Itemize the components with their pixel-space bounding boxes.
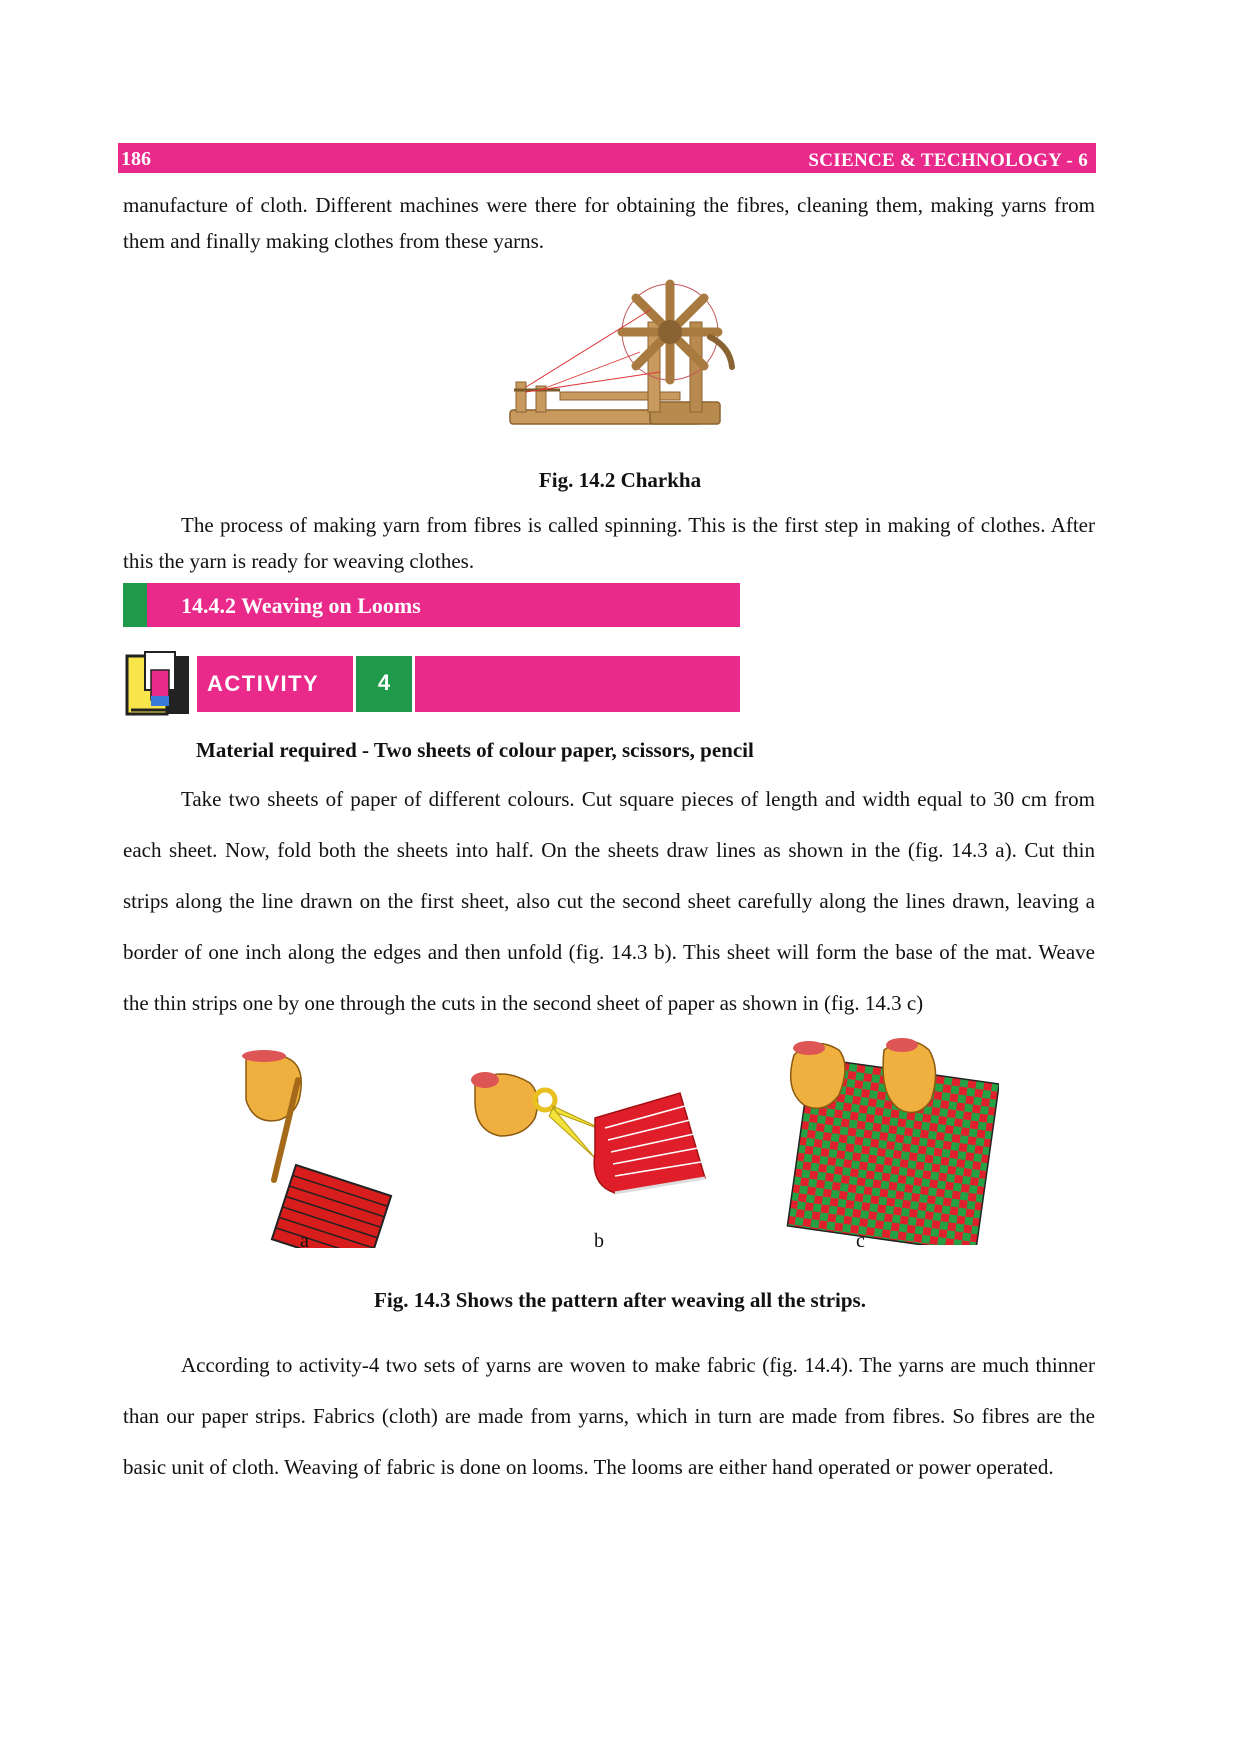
activity-number-text: 4 bbox=[377, 670, 391, 695]
figure-b-cutting-strips bbox=[465, 1058, 715, 1208]
figure-c-label: c bbox=[856, 1230, 865, 1252]
weaving-caption: Fig. 14.3 Shows the pattern after weaving all the strips. bbox=[374, 1288, 866, 1312]
section-heading bbox=[123, 583, 740, 627]
activity-bar-fill bbox=[415, 656, 740, 712]
material-required: Material required - Two sheets of colour paper, scissors, pencil bbox=[196, 738, 754, 762]
figure-b-label: b bbox=[594, 1230, 604, 1252]
intro-paragraph: manufacture of cloth. Different machines were there for obtaining the fibres, cleaning them, making yarns from them and finally making clothes from these yarns. bbox=[123, 193, 1095, 253]
charkha-caption: Fig. 14.2 Charkha bbox=[538, 468, 702, 492]
activity-number bbox=[356, 656, 412, 712]
figure-a-label: a bbox=[300, 1230, 309, 1252]
activity-icon bbox=[125, 650, 193, 718]
conclusion-paragraph: According to activity-4 two sets of yarns are woven to make fabric (fig. 14.4). The yarns are much thinner than our paper strips. Fabrics (cloth) are made from yarns, which in turn are made from fibres. So fibres are the basic unit of cloth. Weaving of fabric is done on looms. The looms are either hand operated or power operated. bbox=[123, 1353, 1095, 1479]
activity-label-text: ACTIVITY bbox=[207, 671, 320, 696]
section-marker bbox=[123, 583, 147, 627]
spinning-paragraph: The process of making yarn from fibres is called spinning. This is the first step in making of clothes. After this the yarn is ready for weaving clothes. bbox=[123, 513, 1095, 573]
figure-a-drawing-lines bbox=[236, 1040, 416, 1248]
activity-label bbox=[197, 656, 353, 712]
page-number: 186 bbox=[121, 148, 151, 170]
page-header bbox=[118, 143, 1096, 173]
activity-paragraph: Take two sheets of paper of different colours. Cut square pieces of length and width equal to 30 cm from each sheet. Now, fold both the sheets into half. On the sheets draw lines as shown in the (fig. 14.3 a). Cut thin strips along the line drawn on the first sheet, also cut the second sheet carefully along the lines drawn, leaving a border of one inch along the edges and then unfold (fig. 14.3 b). This sheet will form the base of the mat. Weave the thin strips one by one through the cuts in the second sheet of paper as shown in (fig. 14.3 c) bbox=[123, 787, 1095, 1015]
section-title: 14.4.2 Weaving on Looms bbox=[181, 593, 421, 618]
book-title: SCIENCE & TECHNOLOGY - 6 bbox=[808, 150, 1088, 171]
charkha-illustration bbox=[500, 262, 770, 447]
figure-c-woven-mat bbox=[784, 1030, 999, 1245]
